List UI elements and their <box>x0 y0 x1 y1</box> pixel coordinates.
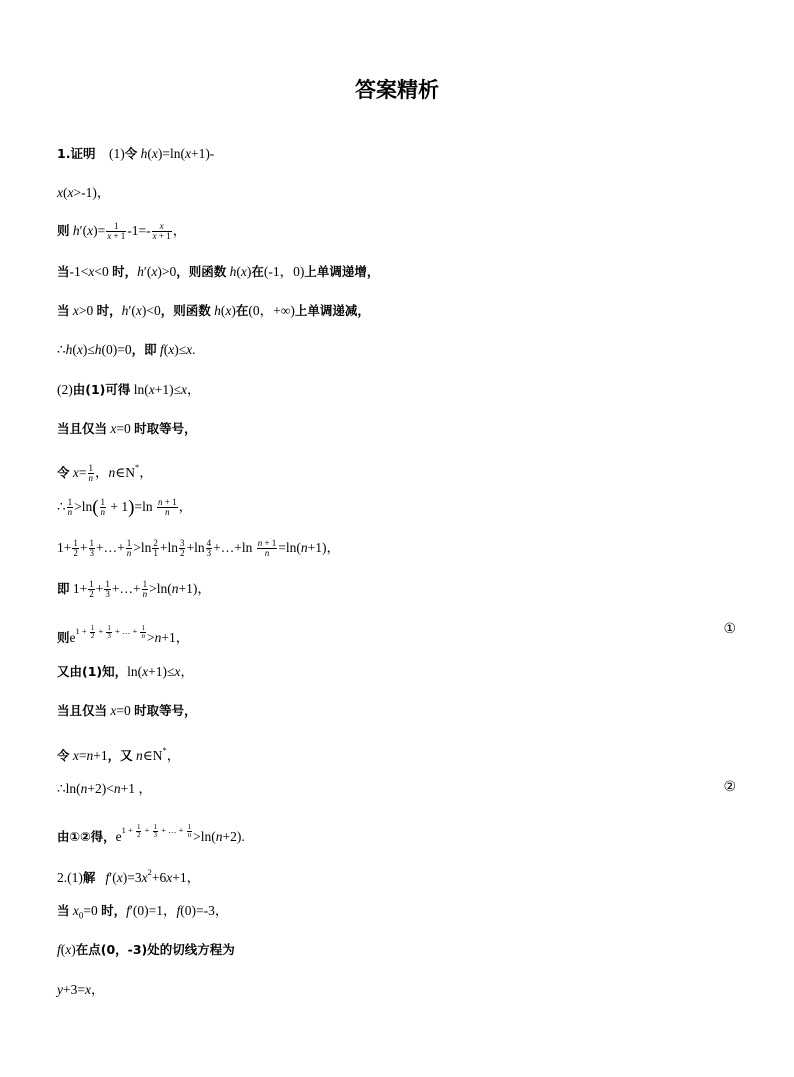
proof-line-10: ∴ $\frac{1}{n}$ >ln( $\frac{1}{n}$ + 1)=ln $\frac{n + 1}{n}$ ， <box>57 496 193 518</box>
proof-line-7: (2)由(1)可得 ln(x+1)≤x， <box>57 382 201 397</box>
equation-marker-2: ② <box>723 779 736 795</box>
proof-line-3: 则 h′(x)= $\frac{1}{x + 1}$ -1=- $\frac{x}{x + 1}$ ， <box>57 221 187 242</box>
solution-line-4: y+3=x， <box>57 982 105 997</box>
proof-line-2: x(x>-1)， <box>57 185 111 200</box>
proof-line-13: 则$e^{1 + \frac{1}{2} + \frac{1}{3} + \dots + \frac{1}{n}}$ >n+1， <box>57 623 190 645</box>
proof-line-14: 又由(1)知，ln(x+1)≤x， <box>57 664 194 679</box>
solution-line-3: f(x)在点(0，-3)处的切线方程为 <box>57 942 235 957</box>
proof-line-18: 由①②得，$e^{1 + \frac{1}{2} + \frac{1}{3} + \dots + \frac{1}{n}}$ >ln(n+2). <box>57 822 245 844</box>
proof-line-5: 当 x>0 时，h′(x)<0，则函数 h(x)在(0，+∞)上单调递减， <box>57 303 370 318</box>
proof-line-1: 1.证明 (1)令 h(x)=ln(x+1)- <box>57 146 215 161</box>
page-title: 答案精析 <box>355 78 439 102</box>
proof-line-9: 令 x= $\frac{1}{n}$ ，n∈N*， <box>57 462 153 484</box>
proof-line-17: ∴ln(n+2)<n+1 ， <box>57 781 152 796</box>
solution-line-2: 当 $x_0=0$ 时，f′(0)=1，f(0)=-3， <box>57 903 229 921</box>
proof-line-15: 当且仅当 x=0 时取等号， <box>57 703 197 718</box>
proof-line-4: 当-1<x<0 时，h′(x)>0，则函数 h(x)在(-1，0)上单调递增， <box>57 264 380 279</box>
proof-line-16: 令 x=n+1，又 n∈N*， <box>57 745 181 763</box>
proof-line-8: 当且仅当 x=0 时取等号， <box>57 421 197 436</box>
proof-line-11: 1+ $\frac{1}{2}$ + $\frac{1}{3}$ +…+ $\frac{1}{n}$ >ln $\frac{2}{1}$ +ln $\frac{3}{2}$ +ln $\frac{4}{3}$ +…+ln $\frac{n + 1}{n}$ =ln(n+1)， <box>57 538 341 559</box>
equation-marker-1: ① <box>723 621 736 637</box>
solution-line-1: 2.(1)解 $f'(x)=3x^2+6x+1$， <box>57 867 201 885</box>
proof-line-6: ∴h(x)≤h(0)=0，即 f(x)≤x. <box>57 342 196 357</box>
proof-line-12: 即 1+ $\frac{1}{2}$ + $\frac{1}{3}$ +…+ $\frac{1}{n}$ >ln(n+1)， <box>57 579 211 600</box>
